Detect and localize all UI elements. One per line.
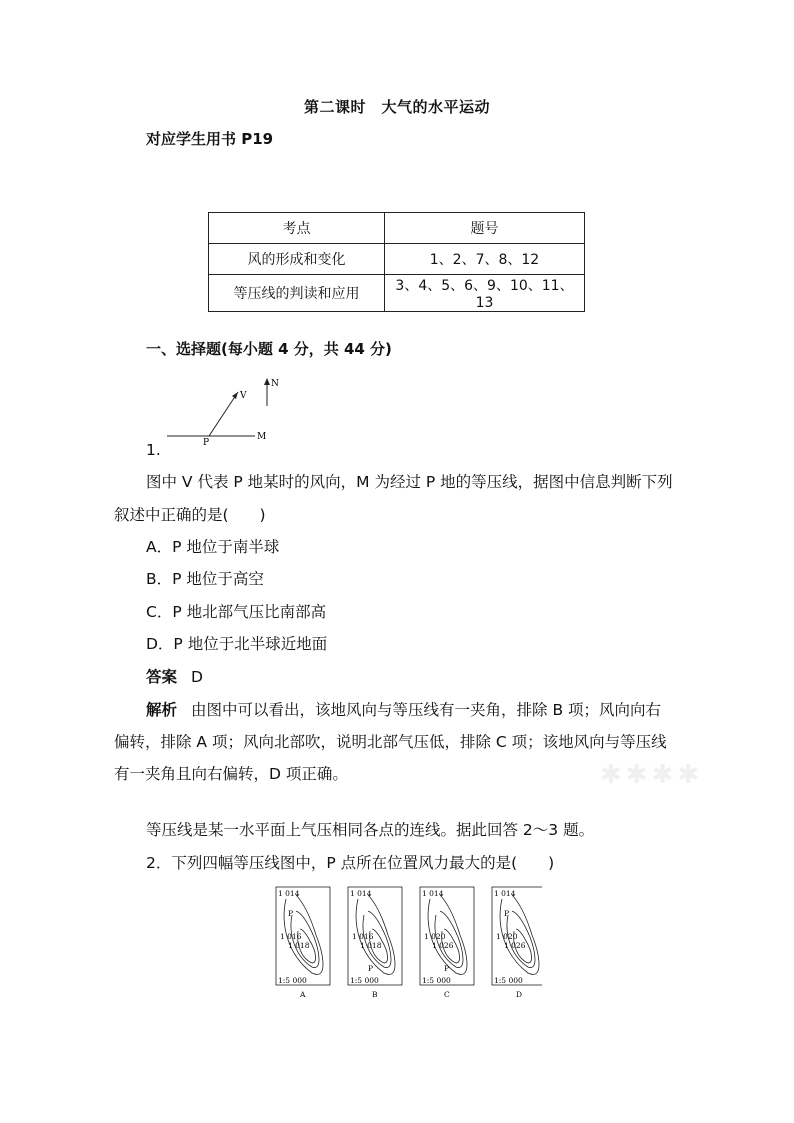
answer-line — [146, 665, 203, 687]
label-p: P — [203, 438, 210, 448]
isobar-panels-figure — [272, 885, 542, 1007]
analysis-text: 由图中可以看出，该地风向与等压线有一夹角，排除 B 项；风向向右 — [191, 701, 662, 719]
point-p: P — [444, 964, 450, 973]
table-cell: 3、4、5、6、9、10、11、13 — [385, 275, 585, 312]
isobar-panel-d — [492, 887, 542, 999]
question-number: 1. — [146, 441, 161, 459]
point-p: P — [288, 909, 294, 918]
table-cell: 1、2、7、8、12 — [385, 244, 585, 275]
panel-letter: D — [516, 990, 523, 999]
panel-letter: C — [444, 990, 450, 999]
isobar-label-top: 1 014 — [278, 889, 300, 898]
group-intro: 等压线是某一水平面上气压相同各点的连线。据此回答 2～3 题。 — [146, 821, 595, 839]
topics-table — [208, 212, 585, 312]
isobar-label-inner: 1 018 — [288, 941, 310, 950]
question-stem: 叙述中正确的是( ) — [114, 506, 266, 524]
scale-label: 1:5 000 — [494, 976, 523, 985]
scale-label: 1:5 000 — [350, 976, 379, 985]
analysis-text: 有一夹角且向右偏转，D 项正确。 — [114, 765, 348, 783]
option-a: A．P 地位于南半球 — [146, 538, 280, 556]
point-p: P — [504, 909, 510, 918]
wind-direction-figure — [165, 372, 285, 452]
option-c: C．P 地北部气压比南部高 — [146, 603, 327, 621]
label-v: V — [240, 391, 247, 401]
table-header-cell: 考点 — [209, 213, 385, 244]
section-heading: 一、选择题(每小题 4 分，共 44 分) — [146, 340, 392, 358]
isobar-label-mid: 1 020 — [496, 932, 518, 941]
scale-label: 1:5 000 — [278, 976, 307, 985]
table-cell: 风的形成和变化 — [209, 244, 385, 275]
isobar-label-top: 1 014 — [422, 889, 444, 898]
panel-letter: A — [300, 990, 306, 999]
isobar-label-inner: 1 026 — [504, 941, 526, 950]
isobar-label-mid: 1 020 — [424, 932, 446, 941]
analysis-label: 解析 — [146, 701, 178, 719]
analysis-text: 偏转，排除 A 项；风向北部吹，说明北部气压低，排除 C 项；该地风向与等压线 — [114, 733, 667, 751]
isobar-label-mid: 1 016 — [280, 932, 302, 941]
panel-letter: B — [372, 990, 378, 999]
isobar-label-top: 1 014 — [350, 889, 372, 898]
page-title: 第二课时 大气的水平运动 — [303, 98, 490, 116]
isobar-panel-a — [276, 887, 330, 999]
label-m: M — [257, 432, 267, 442]
table-row — [209, 244, 585, 275]
isobar-panel-c — [420, 887, 474, 999]
option-d: D．P 地位于北半球近地面 — [146, 635, 328, 653]
north-arrowhead — [264, 378, 270, 385]
option-b: B．P 地位于高空 — [146, 570, 264, 588]
table-cell: 等压线的判读和应用 — [209, 275, 385, 312]
watermark-logo: ✱✱✱✱ — [600, 760, 704, 790]
isobar-label-top: 1 014 — [494, 889, 516, 898]
answer-value: D — [191, 668, 203, 686]
wind-arrowhead — [232, 392, 238, 399]
isobar-panel-b — [348, 887, 402, 999]
analysis-line — [146, 698, 661, 720]
table-header-cell: 题号 — [385, 213, 585, 244]
question-stem: 2．下列四幅等压线图中，P 点所在位置风力最大的是( ) — [146, 854, 555, 872]
isobar-label-mid: 1 016 — [352, 932, 374, 941]
textbook-reference: 对应学生用书 P19 — [146, 130, 274, 148]
point-p: P — [368, 964, 374, 973]
table-header-row — [209, 213, 585, 244]
isobar-label-inner: 1 018 — [360, 941, 382, 950]
wind-arrow-v — [209, 392, 238, 436]
question-stem: 图中 V 代表 P 地某时的风向，M 为经过 P 地的等压线，据图中信息判断下列 — [146, 473, 673, 491]
scale-label: 1:5 000 — [422, 976, 451, 985]
label-n: N — [271, 379, 279, 389]
table-row — [209, 275, 585, 312]
isobar-label-inner: 1 026 — [432, 941, 454, 950]
answer-label: 答案 — [146, 668, 178, 686]
